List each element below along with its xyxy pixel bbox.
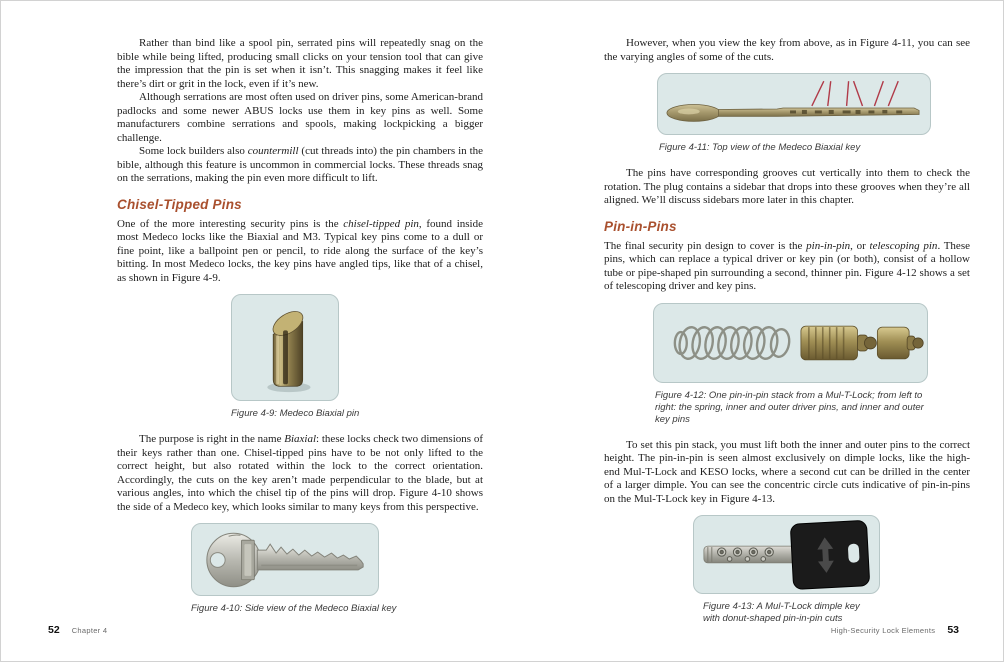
running-title-right: High-Security Lock Elements: [830, 626, 936, 635]
footer-right: [831, 620, 959, 638]
running-title-left: Chapter 4: [71, 626, 108, 635]
figure-4-13: [693, 515, 970, 625]
section-heading-chisel-tipped-pins: Chisel-Tipped Pins: [117, 196, 242, 212]
key-top-view-photo: [658, 73, 930, 135]
figure-4-9-caption: Figure 4-9: Medeco Biaxial pin: [231, 408, 360, 419]
key-bow: [790, 520, 869, 589]
figure-4-10-photo-frame: [191, 523, 379, 596]
figure-4-9: [231, 294, 483, 420]
figure-4-11-caption: Figure 4-11: Top view of the Medeco Biaxial key: [659, 142, 861, 153]
figure-4-13-photo-frame: [693, 515, 880, 594]
paragraph-grooves-sidebar: The pins have corresponding grooves cut vertically into them to check the rotation. The plug contains a sidebar that drops into these grooves when they’re all aligned. We’ll discuss sidebars more later in this chapter.: [604, 167, 970, 206]
page-left: [117, 37, 483, 615]
figure-4-13-caption: Figure 4-13: A Mul-T-Lock dimple key with donut-shaped pin-in-pin cuts: [703, 601, 860, 624]
dimple-key-photo: [694, 515, 879, 594]
figure-4-10-caption: Figure 4-10: Side view of the Medeco Biaxial key: [191, 603, 397, 614]
figure-4-12: [653, 303, 970, 426]
figure-4-11: [657, 73, 970, 154]
paragraph-set-pin-stack: To set this pin stack, you must lift both the inner and outer pins to the correct height. The pin-in-pin is seen almost exclusively on dimple locks, like the high-end Mul-T-Lock and KESO locks, where a second cut can be drilled in the center of a larger dimple. You can see the concentric circle cuts indicative of pin-in-pins on the Mul-T-Lock key in Figure 4-13.: [604, 438, 970, 505]
page-right: [604, 37, 970, 625]
figure-4-10: [191, 523, 483, 615]
footer-left: [48, 620, 107, 638]
figure-4-9-photo-frame: [231, 294, 339, 401]
pin-in-pin-stack-photo: [654, 303, 927, 383]
key-side-view-photo: [192, 523, 378, 596]
paragraph-serrated-snag: Rather than bind like a spool pin, serrated pins will repeatedly snag on the bible while being lifted, producing small clicks on your tension tool that can give the impression that the pin is set when it isn’t. This snagging makes it feel like there’s dirt or grit in the lock, even if it’s new.: [117, 37, 483, 90]
paragraph-countermill: Some lock builders also countermill (cut threads into) the pin chambers in the bible, although this feature is uncommon in commercial locks. These threads snag on the serrations, making the pin even more difficult to lift.: [117, 145, 484, 184]
driver-pin-in-pin: [801, 326, 876, 360]
paragraph-serrations-usage: Although serrations are most often used on driver pins, some American-brand padlocks and some newer ABUS locks use them in key pins as well. Some manufacturers combine serrations and spools, making lockpicking a bigger challenge.: [117, 91, 483, 144]
cut-angle-lines: [812, 81, 898, 106]
paragraph-biaxial-purpose: The purpose is right in the name Biaxial: these locks check two dimensions of their keys rather than one. Chisel-tipped pins have to be not only lifted to the correct height, but also rotated within the lock to the correct orientation. Accordingly, the cuts on the key aren’t made perpendicular to the blade, but at various angles, into which the chisel tip of the pins will drop. Figure 4-10 shows the side of a Medeco key, which looks similar to many keys from this perspective.: [117, 433, 483, 513]
paragraph-pin-in-pin-intro: The final security pin design to cover is the pin-in-pin, or telescoping pin. These pins, which can replace a typical driver or key pin (or both), consist of a hollow tube or pipe-shaped pin surrounding a second, thinner pin. Figure 4-12 shows a set of telescoping driver and key pins.: [604, 239, 970, 292]
page-number-right: 53: [947, 624, 959, 636]
paragraph-chisel-intro: One of the more interesting security pins is the chisel-tipped pin, found inside most Medeco locks like the Biaxial and M3. Typical key pins come to a dull or fine point, like a ballpoint pen or pencil, to ride along the surface of the key’s bitting. In most Medeco locks, the key pins have angled tips, like that of a chisel, as shown in Figure 4-9.: [117, 217, 483, 284]
figure-4-12-photo-frame: [653, 303, 928, 383]
figure-4-11-photo-frame: [657, 73, 931, 135]
key-pin-in-pin: [877, 327, 923, 359]
paragraph-view-from-above: However, when you view the key from above, as in Figure 4-11, you can see the varying angles of some of the cuts.: [604, 37, 970, 63]
chisel-tipped-pin-photo: [232, 294, 338, 401]
spring-coil: [675, 325, 791, 360]
page-number-left: 52: [48, 624, 60, 636]
figure-4-12-caption: Figure 4-12: One pin-in-pin stack from a Mul-T-Lock; from left to right: the spring, inner and outer driver pins, and inner and outer key pins: [655, 389, 924, 425]
section-heading-pin-in-pins: Pin-in-Pins: [604, 218, 677, 234]
